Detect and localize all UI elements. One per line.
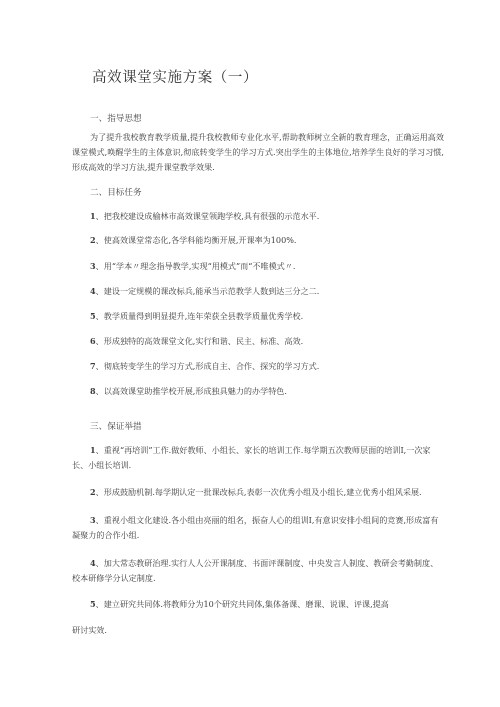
measure-text: 建立研究共同体.将教师分为10个研究共同体,集体备课、磨课、说课、评课,提高 [103,599,389,609]
measure-item: 5、建立研究共同体.将教师分为10个研究共同体,集体备课、磨课、说课、评课,提高 [90,599,389,609]
measure-number: 3 [90,515,96,525]
section-heading-measures: 三、保证举措 [90,422,142,432]
measure-text: 形成鼓励机制.每学期认定一批课改标兵,表彰一次优秀小组及小组长,建立优秀小组风采展. [103,487,422,497]
measure-text: 加大常态教研治理.实行人人公开课制度、书面评课制度、中央发言人制度、教研会考勤制度、校本研修学分认定制度. [72,558,439,583]
goal-text: 以高效课堂助推学校开展,形成独具魅力的办学特色. [103,386,287,396]
goal-number: 2 [90,235,96,245]
goal-number: 8 [90,386,96,396]
section-heading-guiding: 一、指导思想 [90,114,142,124]
measure-trailing-text: 研讨实效. [72,625,107,635]
section-heading-goals: 二、目标任务 [90,188,142,198]
goal-text: 建设一定规模的课改标兵,能承当示范教学人数到达三分之二. [103,286,320,296]
measure-number: 2 [90,487,96,497]
measure-item: 1、重视“再培训”工作.做好教师、小组长、家长的培训工作.每学期五次教师层面的培训I,一次家长、小组长培训. [72,445,431,470]
measure-text: 重视“再培训”工作.做好教师、小组长、家长的培训工作.每学期五次教师层面的培训I,一次家长、小组长培训. [72,445,431,470]
goal-number: 3 [90,261,96,271]
goal-number: 7 [90,361,96,371]
goal-item: 3、用“学本〃理念指导教学,实现“用模式”而“不唯模式〃. [90,261,296,271]
goal-text: 彻底转变学生的学习方式,形成自主、合作、探究的学习方式. [103,361,320,371]
page-title: 高效课堂实施方案（一） [92,70,259,86]
measure-number: 5 [90,599,96,609]
goal-number: 4 [90,286,96,296]
guiding-paragraph: 为了提升我校教育教学质量,提升我校教师专业化水平,帮助教师树立全新的教育理念，正确运用高效课堂模式,唤醒学生的主体意识,彻底转变学生的学习方式.突出学生的主体地位,培养学生良好的学习习惯,形成高效的学习方法,提升课堂教学效果. [72,132,444,172]
goal-item: 1、把我校建设成榆林市高效课堂领跑学校,具有很强的示范水平. [90,211,320,221]
goal-item: 7、彻底转变学生的学习方式,形成自主、合作、探究的学习方式. [90,361,320,371]
goal-text: 把我校建设成榆林市高效课堂领跑学校,具有很强的示范水平. [103,211,320,221]
measure-item: 3、重视小组文化建设.各小组由亮丽的组名，振奋人心的组训I,有意识安排小组间的竞赛,形成富有凝聚力的合作小组. [72,515,439,540]
measure-number: 1 [90,445,96,455]
measure-item: 2、形成鼓励机制.每学期认定一批课改标兵,表彰一次优秀小组及小组长,建立优秀小组风采展. [90,487,422,497]
goal-item: 6、形成独特的高效课堂文化,实行和谐、民主、标准、高效. [90,336,304,346]
goal-number: 6 [90,336,96,346]
measure-text: 重视小组文化建设.各小组由亮丽的组名，振奋人心的组训I,有意识安排小组间的竞赛,形成富有凝聚力的合作小组. [72,515,439,540]
goal-item: 5、教学质量得到明显提升,连年荣获全县教学质量优秀学校. [90,311,304,321]
goal-text: 形成独特的高效课堂文化,实行和谐、民主、标准、高效. [103,336,304,346]
goal-number: 5 [90,311,96,321]
goal-text: 使高效课堂常态化,各学科能均衡开展,开课率为100%. [103,235,297,245]
goal-item: 8、以高效课堂助推学校开展,形成独具魅力的办学特色. [90,386,287,396]
goal-item: 4、建设一定规模的课改标兵,能承当示范教学人数到达三分之二. [90,286,320,296]
measure-number: 4 [90,558,96,568]
measure-item: 4、加大常态教研治理.实行人人公开课制度、书面评课制度、中央发言人制度、教研会考勤制度、校本研修学分认定制度. [72,558,439,583]
goal-number: 1 [90,211,96,221]
goal-text: 用“学本〃理念指导教学,实现“用模式”而“不唯模式〃. [103,261,296,271]
goal-text: 教学质量得到明显提升,连年荣获全县教学质量优秀学校. [103,311,304,321]
goal-item: 2、使高效课堂常态化,各学科能均衡开展,开课率为100%. [90,235,297,245]
